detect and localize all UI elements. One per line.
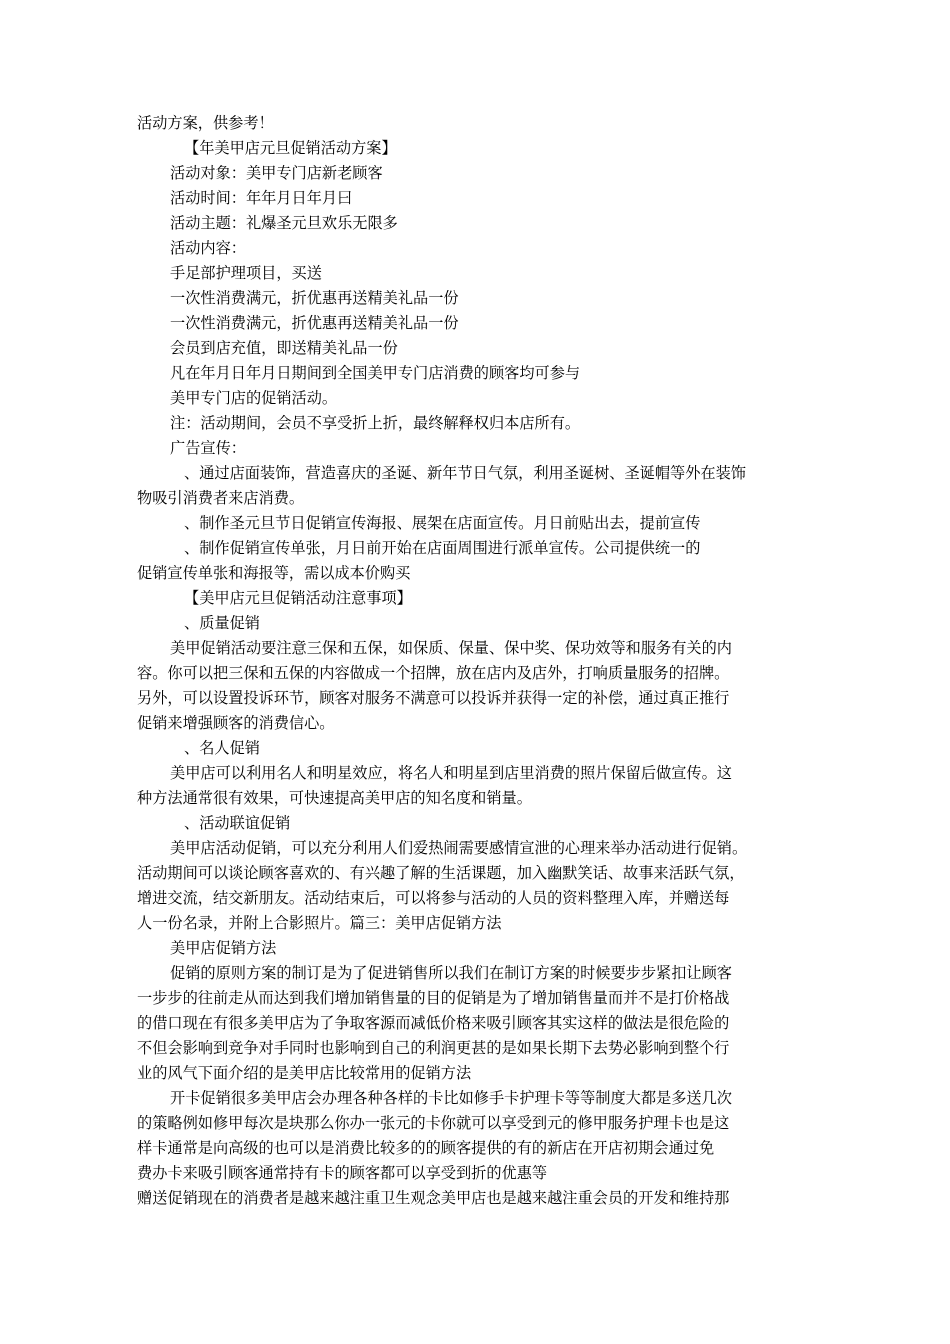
text-line: 广告宣传： xyxy=(170,439,246,457)
text-line: 活动内容： xyxy=(170,239,246,257)
text-line: 增进交流，结交新朋友。活动结束后，可以将参与活动的人员的资料整理入库，并赠送每 xyxy=(137,889,730,907)
section-title: 【年美甲店元旦促销活动方案】 xyxy=(184,139,397,157)
text-line: 样卡通常是向高级的也可以是消费比较多的的顾客提供的有的新店在开店初期会通过免 xyxy=(137,1139,715,1157)
subheading: 、名人促销 xyxy=(184,739,260,757)
text-line: 促销的原则方案的制订是为了促进销售所以我们在制订方案的时候要步步紧扣让顾客 xyxy=(170,964,732,982)
text-line: 另外，可以设置投诉环节，顾客对服务不满意可以投诉并获得一定的补偿，通过真正推行 xyxy=(137,689,730,707)
text-line: 注：活动期间，会员不享受折上折，最终解释权归本店所有。 xyxy=(170,414,581,432)
text-line: 美甲店可以利用名人和明星效应，将名人和明星到店里消费的照片保留后做宣传。这 xyxy=(170,764,732,782)
text-line: 容。你可以把三保和五保的内容做成一个招牌，放在店内及店外，打响质量服务的招牌。 xyxy=(137,664,730,682)
text-line: 、通过店面装饰，营造喜庆的圣诞、新年节日气氛，利用圣诞树、圣诞帽等外在装饰 xyxy=(184,464,746,482)
text-line: 业的风气下面介绍的是美甲店比较常用的促销方法 xyxy=(137,1064,472,1082)
text-line: 的借口现在有很多美甲店为了争取客源而减低价格来吸引顾客其实这样的做法是很危险的 xyxy=(137,1014,730,1032)
text-line: 美甲专门店的促销活动。 xyxy=(170,389,338,407)
text-line: 活动时间：年年月日年月曰 xyxy=(170,189,353,207)
text-line: 一次性消费满元，折优惠再送精美礼品一份 xyxy=(170,289,459,307)
text-line: 、制作促销宣传单张，月日前开始在店面周围进行派单宣传。公司提供统一的 xyxy=(184,539,701,557)
text-line: 开卡促销很多美甲店会办理各种各样的卡比如修手卡护理卡等等制度大都是多送几次 xyxy=(170,1089,732,1107)
text-line: 活动方案，供参考！ xyxy=(137,114,274,132)
text-line: 物吸引消费者来店消费。 xyxy=(137,489,305,507)
text-line: 手足部护理项目，买送 xyxy=(170,264,322,282)
text-line: 费办卡来吸引顾客通常持有卡的顾客都可以享受到折的优惠等 xyxy=(137,1164,548,1182)
text-line: 美甲店活动促销，可以充分利用人们爱热闹需要感情宣泄的心理来举办活动进行促销。 xyxy=(170,839,748,857)
text-line: 的策略例如修甲每次是块那么你办一张元的卡你就可以享受到元的修甲服务护理卡也是这 xyxy=(137,1114,730,1132)
text-line: 活动对象：美甲专门店新老顾客 xyxy=(170,164,383,182)
text-line: 不但会影响到竞争对手同时也影响到自己的利润更甚的是如果长期下去势必影响到整个行 xyxy=(137,1039,730,1057)
text-line: 一次性消费满元，折优惠再送精美礼品一份 xyxy=(170,314,459,332)
subheading: 、活动联谊促销 xyxy=(184,814,291,832)
text-line: 种方法通常很有效果，可快速提高美甲店的知名度和销量。 xyxy=(137,789,532,807)
text-line: 赠送促销现在的消费者是越来越注重卫生观念美甲店也是越来越注重会员的开发和维持那 xyxy=(137,1189,730,1207)
text-line: 促销来增强顾客的消费信心。 xyxy=(137,714,335,732)
text-line: 人一份名录，并附上合影照片。篇三：美甲店促销方法 xyxy=(137,914,502,932)
subheading: 美甲店促销方法 xyxy=(170,939,277,957)
subheading: 、质量促销 xyxy=(184,614,260,632)
text-line: 美甲促销活动要注意三保和五保，如保质、保量、保中奖、保功效等和服务有关的内 xyxy=(170,639,732,657)
text-line: 、制作圣元旦节日促销宣传海报、展架在店面宣传。月日前贴出去，提前宣传 xyxy=(184,514,701,532)
text-line: 活动期间可以谈论顾客喜欢的、有兴趣了解的生活课题，加入幽默笑话、故事来活跃气氛， xyxy=(137,864,745,882)
text-line: 一步步的往前走从而达到我们增加销售量的目的促销是为了增加销售量而并不是打价格战 xyxy=(137,989,730,1007)
text-line: 活动主题：礼爆圣元旦欢乐无限多 xyxy=(170,214,398,232)
text-line: 凡在年月日年月日期间到全国美甲专门店消费的顾客均可参与 xyxy=(170,364,581,382)
text-line: 促销宣传单张和海报等，需以成本价购买 xyxy=(137,564,411,582)
text-line: 会员到店充值，即送精美礼品一份 xyxy=(170,339,398,357)
section-title: 【美甲店元旦促销活动注意事项】 xyxy=(184,589,412,607)
